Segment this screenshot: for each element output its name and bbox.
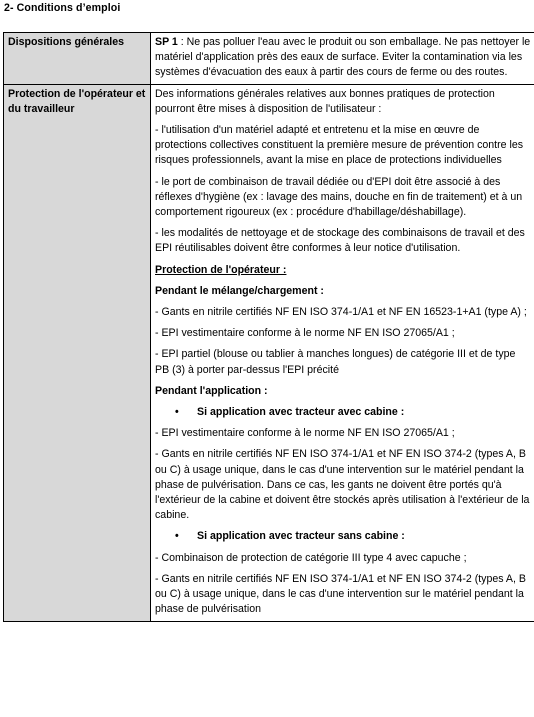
practice-point: - le port de combinaison de travail dédiée ou d'EPI doit être associé à des réflexes d'hygiène (ex : lavage des mains, douche en fin de traitement) et à un comportement rigoureux (ex : procédure d'habillage/déshabillage). (155, 175, 523, 219)
practice-point: - l'utilisation d'un matériel adapté et entretenu et la mise en œuvre de protections collectives constituent la première mesure de prévention contre les risques professionnels, avant la mise en place de protections individuelles (155, 124, 524, 167)
bullet-icon: • (175, 406, 179, 419)
sp1-text: : Ne pas polluer l'eau avec le produit ou son emballage. Ne pas nettoyer le matériel d'application près des eaux de surface. Eviter la contamination via les systèmes d'évacuation des eaux à partir des cours de ferme ou des routes. (155, 36, 531, 79)
cab-heading: Si application avec tracteur avec cabine : (197, 406, 405, 419)
row-label: Protection de l'opérateur et du travailleur (4, 84, 151, 621)
nocab-heading: Si application avec tracteur sans cabine : (197, 530, 405, 543)
equipment-item: - Gants en nitrile certifiés NF EN ISO 374-1/A1 et NF EN ISO 374-2 (types A, B ou C) à usage unique, dans le cas d'une intervention sur le matériel pendant la phase de pulvérisation (155, 572, 526, 616)
equipment-item: - Gants en nitrile certifiés NF EN ISO 374-1/A1 et NF EN 16523-1+A1 (type A) ; (155, 306, 527, 319)
application-heading: Pendant l'application : (155, 384, 268, 397)
equipment-item: - EPI vestimentaire conforme à le norme NF EN ISO 27065/A1 ; (155, 327, 455, 340)
table-row (4, 84, 534, 621)
nocab-bullet (155, 529, 531, 544)
row-label: Dispositions générales (4, 33, 151, 85)
intro-paragraph: Des informations générales relatives aux bonnes pratiques de protection pourront être mises à disposition de l'utilisateur : (155, 87, 495, 115)
conditions-table (3, 32, 534, 622)
equipment-item: - EPI vestimentaire conforme à le norme NF EN ISO 27065/A1 ; (155, 427, 455, 440)
sp1-paragraph (155, 35, 531, 81)
equipment-item: - EPI partiel (blouse ou tablier à manches longues) de catégorie III et de type PB (3) à porter par-dessus l'EPI précité (155, 348, 516, 376)
row-content (151, 84, 534, 621)
cab-bullet (155, 405, 531, 420)
equipment-item: - Combinaison de protection de catégorie III type 4 avec capuche ; (155, 551, 467, 564)
row-content (151, 33, 534, 85)
table-row (4, 33, 534, 85)
mixing-heading: Pendant le mélange/chargement : (155, 284, 324, 297)
bullet-icon: • (175, 530, 179, 543)
equipment-item: - Gants en nitrile certifiés NF EN ISO 374-1/A1 et NF EN ISO 374-2 (types A, B ou C) à usage unique, dans le cas d'une intervention sur le matériel pendant la phase de pulvérisation. Dans ce cas, les gants ne doivent être portés qu'à l'extérieur de la cabine et doivent être stockés après utilisation à l'extérieur de la cabine. (155, 448, 530, 522)
sp1-code: SP 1 (155, 36, 178, 48)
operator-protection-heading: Protection de l'opérateur : (155, 263, 287, 276)
practice-point: - les modalités de nettoyage et de stockage des combinaisons de travail et des EPI réutilisables doivent être conformes à leur notice d'utilisation. (155, 227, 525, 255)
section-title: 2- Conditions d’emploi (4, 2, 121, 14)
